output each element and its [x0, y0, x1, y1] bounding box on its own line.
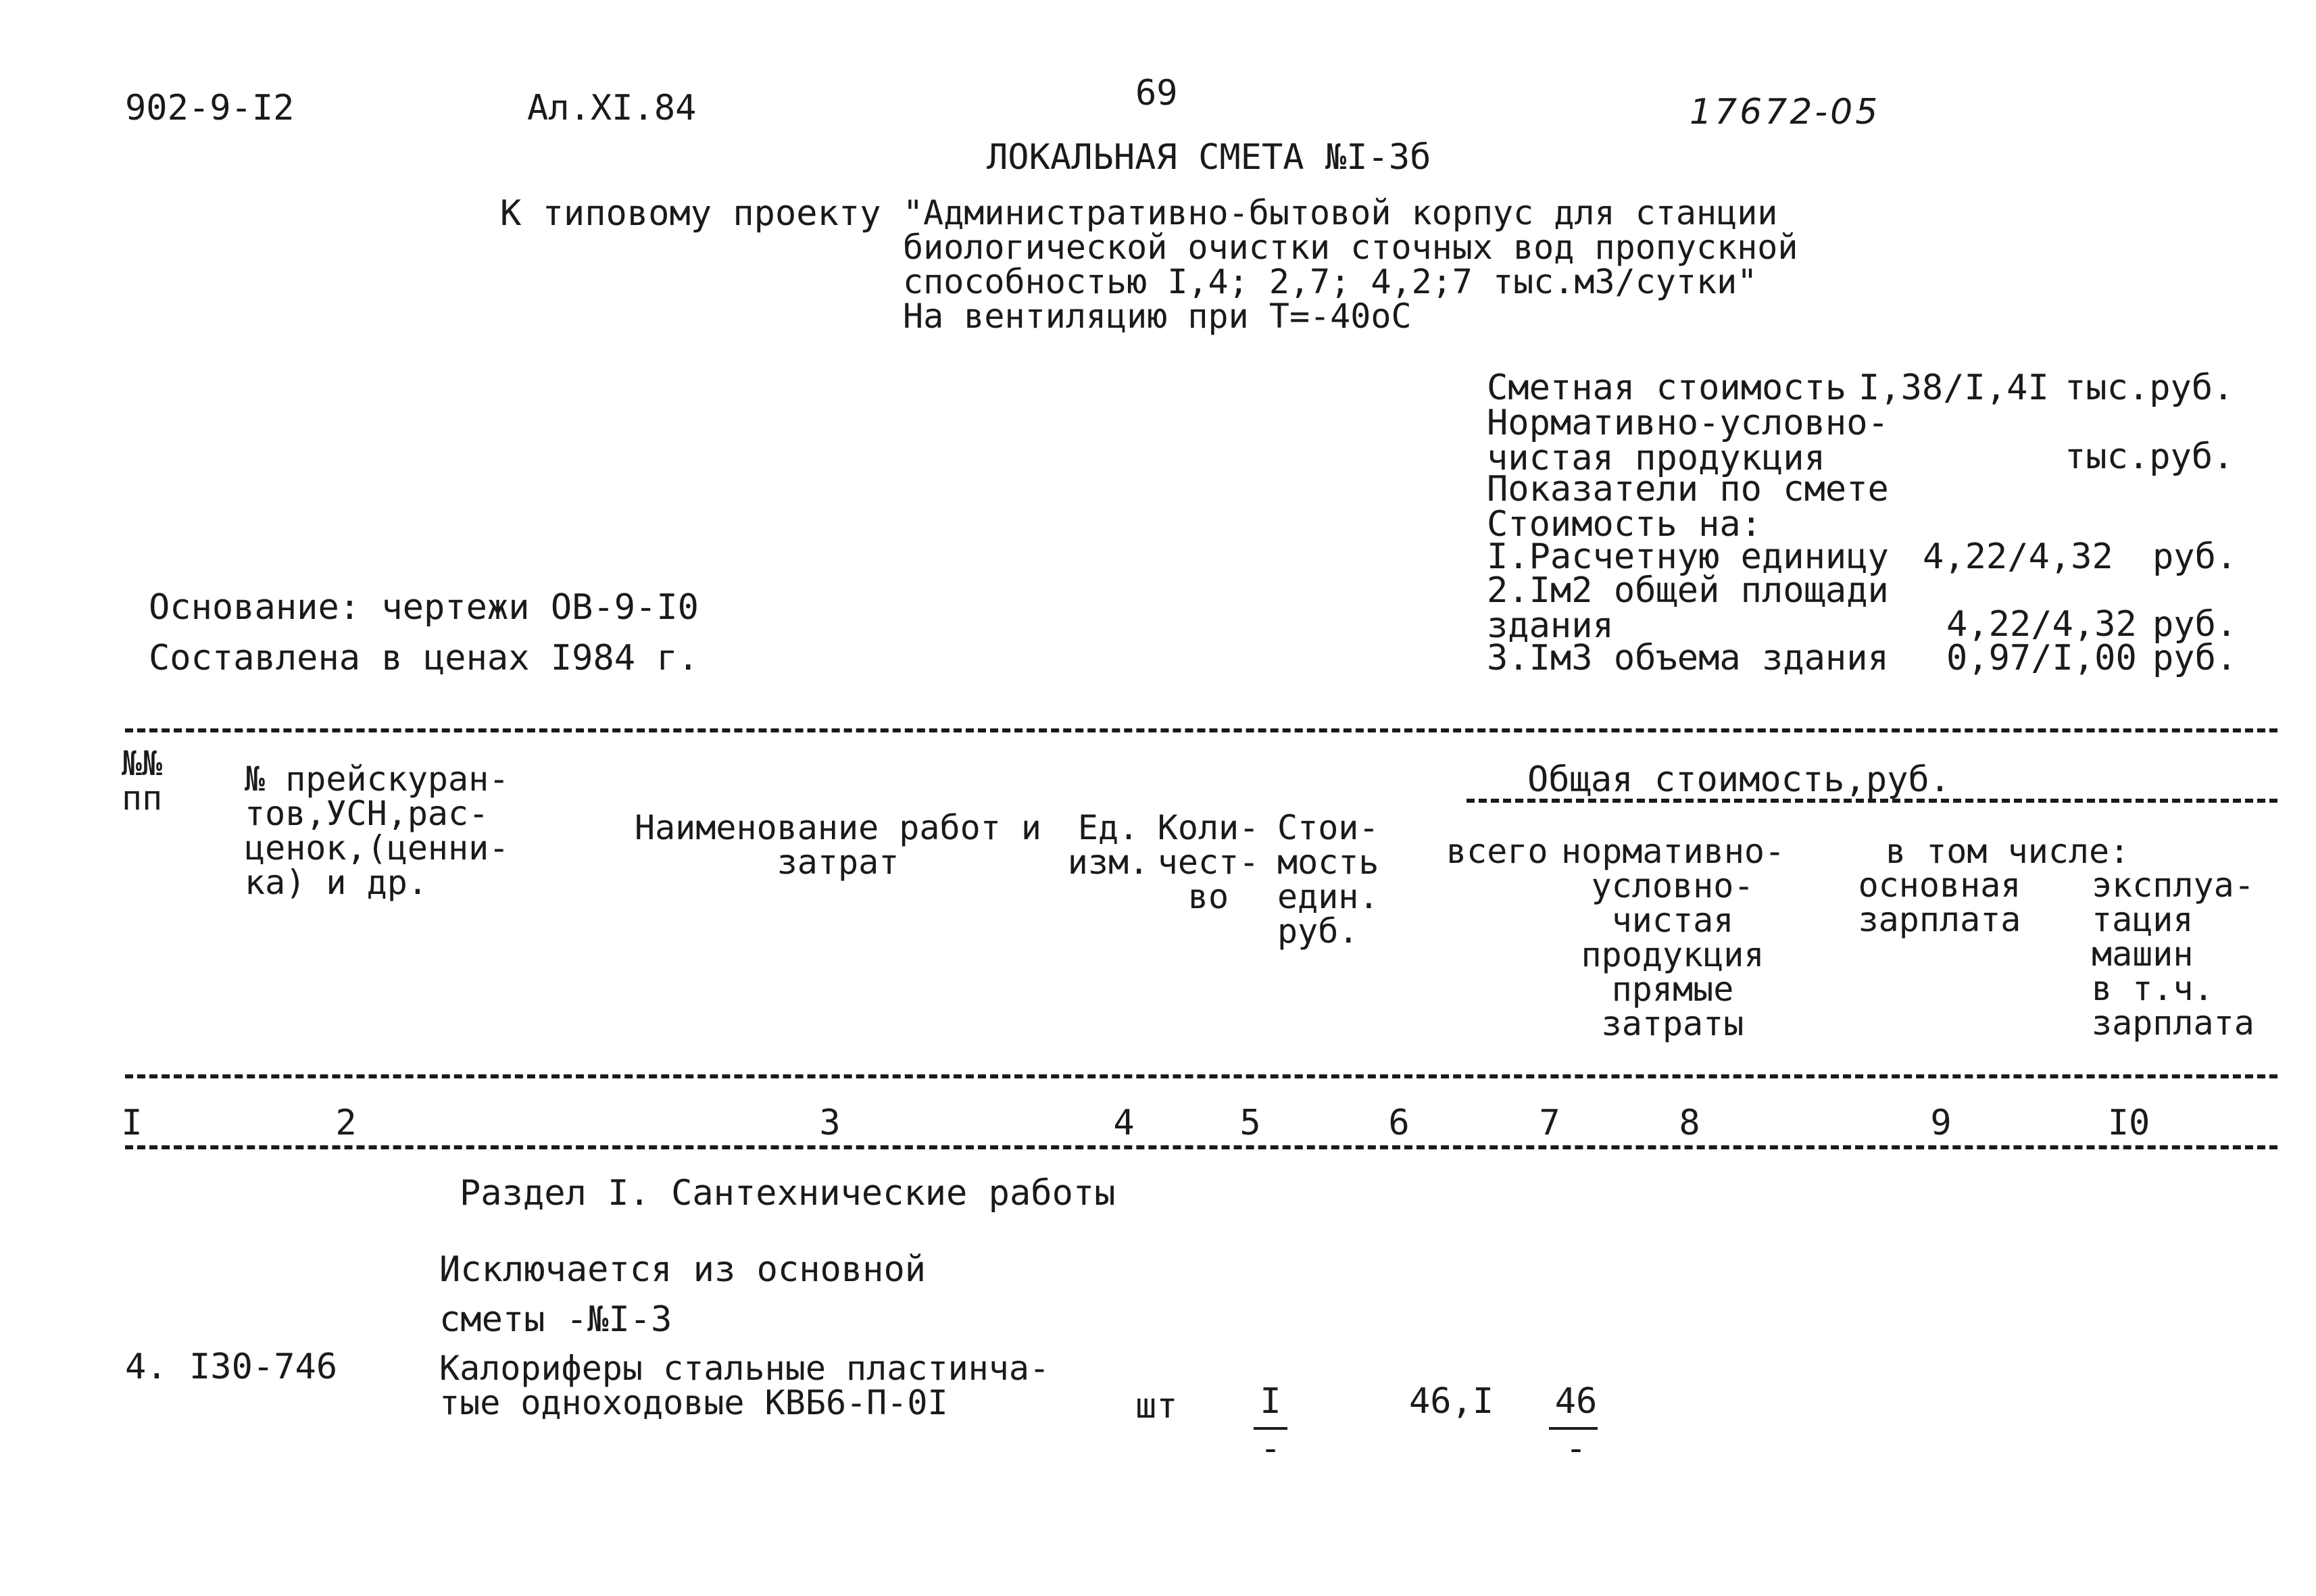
total-group-rule: [1467, 799, 2277, 803]
indicator-value: 0,97/I,00: [1946, 638, 2137, 678]
row-number: 4.: [125, 1347, 168, 1387]
indicator-value: 4,22/4,32: [1923, 537, 2113, 577]
row-work-name: Калориферы стальные пластинча- тые одноходовые КВБ6-П-0I: [439, 1349, 1050, 1422]
header-unit: Ед. изм.: [1067, 808, 1150, 882]
project-prefix: К типовому проекту: [500, 193, 881, 234]
header-machine-operation: эксплуа- тация машин в т.ч. зарплата: [2092, 866, 2255, 1043]
indicator-label: I.Расчетную единицу: [1487, 537, 1889, 577]
header-including: в том числе:: [1886, 832, 2130, 871]
row-total: 46: [1554, 1381, 1598, 1422]
indicator-unit: руб.: [2152, 537, 2238, 577]
row-quantity: I: [1260, 1381, 1281, 1422]
excluded-note: Исключается из основной сметы -№I-3: [439, 1249, 927, 1340]
normative-product-unit: тыс.руб.: [2065, 437, 2234, 477]
normative-product-label: Нормативно-условно- чистая продукция: [1487, 403, 1889, 478]
header-unit-cost: Стои- мость един. руб.: [1277, 808, 1379, 951]
indicators-label: Показатели по смете Стоимость на:: [1487, 469, 1889, 545]
column-numbers-rule: [125, 1145, 2277, 1149]
header-total: всего: [1446, 832, 1548, 871]
indicator-unit: руб.: [2152, 604, 2238, 645]
basis-prices: Составлена в ценах I984 г.: [149, 638, 699, 678]
column-number: 5: [1239, 1103, 1261, 1143]
project-name: "Административно-бытовой корпус для станции биологической очистки сточных вод пропускной способностью I,4; 2,7; 4,2;7 тыс.м3/сутки" На вентиляцию при Т=-40оС: [903, 193, 1798, 336]
table-header-rule: [125, 1074, 2277, 1078]
column-number: 4: [1113, 1103, 1135, 1143]
column-number: I: [121, 1103, 143, 1143]
total-dash: -: [1565, 1428, 1587, 1469]
row-unit: шт: [1135, 1386, 1178, 1426]
column-number: 8: [1679, 1103, 1700, 1143]
row-unit-cost: 46,I: [1409, 1381, 1494, 1422]
column-number: 9: [1930, 1103, 1952, 1143]
column-number: 6: [1388, 1103, 1410, 1143]
page-number: 69: [1135, 73, 1178, 114]
column-number: 3: [819, 1103, 841, 1143]
column-number: 2: [335, 1103, 357, 1143]
document-code: 902-9-I2: [125, 88, 295, 128]
estimated-cost-value: I,38/I,4I: [1858, 368, 2049, 408]
header-work-name: Наименование работ и затрат: [634, 808, 1042, 882]
header-price-reference: № прейскуран- тов,УСН,рас- ценок,(ценни- ка) и др.: [245, 759, 510, 902]
quantity-dash: -: [1260, 1428, 1281, 1469]
estimated-cost-label: Сметная стоимость: [1487, 368, 1847, 408]
header-base-salary: основная зарплата: [1858, 866, 2021, 939]
header-row-number: №№ пп: [122, 744, 163, 818]
indicator-unit: руб.: [2152, 638, 2238, 678]
page-title: ЛОКАЛЬНАЯ СМЕТА №I-3б: [987, 137, 1431, 178]
indicator-label: 3.Iм3 объема здания: [1487, 638, 1889, 678]
column-number: 7: [1539, 1103, 1560, 1143]
album-number: Ал.XI.84: [527, 88, 697, 128]
header-total-cost-group: Общая стоимость,руб.: [1527, 759, 1951, 800]
indicator-label: 2.Iм2 общей площади здания: [1487, 570, 1889, 646]
basis-drawings: Основание: чертежи ОВ-9-I0: [149, 587, 699, 628]
header-normative-product: нормативно- условно- чистая продукция прямые затраты: [1561, 832, 1785, 1043]
registration-stamp: 17672-05: [1690, 92, 1881, 132]
row-price-code: I30-746: [189, 1347, 338, 1387]
table-top-rule: [125, 728, 2277, 732]
section-title: Раздел I. Сантехнические работы: [460, 1173, 1116, 1214]
estimated-cost-unit: тыс.руб.: [2065, 368, 2234, 408]
indicator-value: 4,22/4,32: [1946, 604, 2137, 645]
column-number: I0: [2107, 1103, 2150, 1143]
header-quantity: Коли- чест- во: [1157, 808, 1260, 916]
